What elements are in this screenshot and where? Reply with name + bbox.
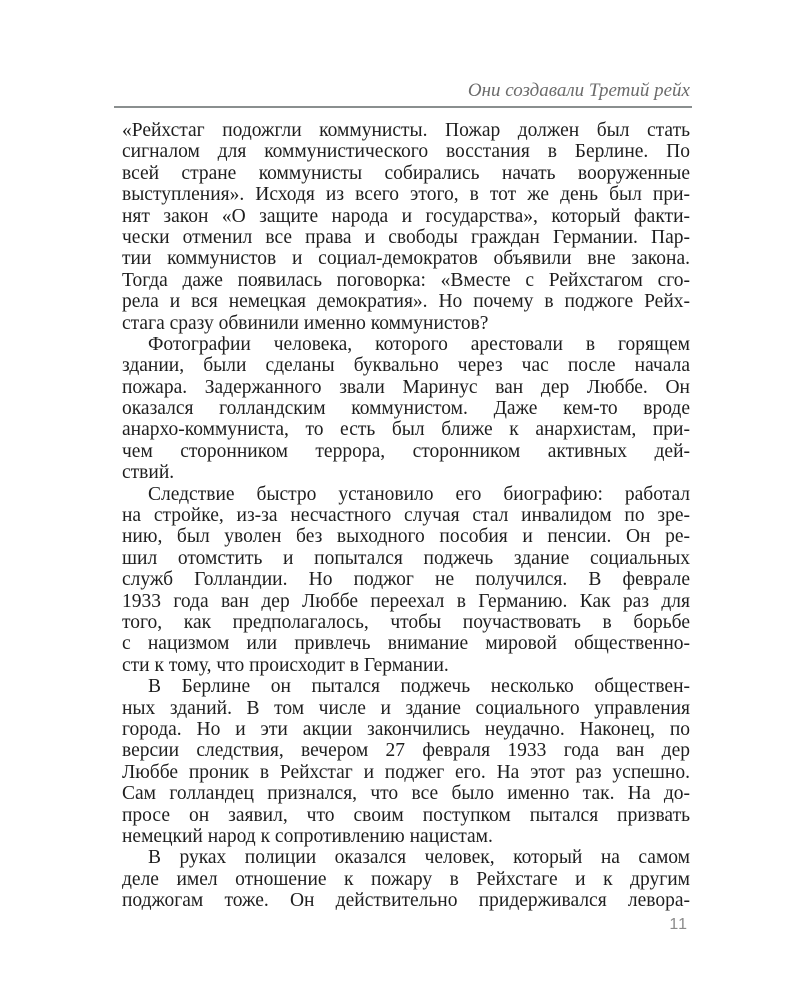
text-line: ных зданий. В том числе и здание социального управления bbox=[122, 697, 690, 719]
text-line: Следствие быстро установило его биографию: работал bbox=[148, 483, 690, 505]
text-line: выступления». Исходя из всего этого, в тот же день был при- bbox=[122, 184, 690, 206]
text-line: сигналом для коммунистического восстания в Берлине. По bbox=[122, 141, 690, 163]
text-line: с нацизмом или привлечь внимание мировой общественно- bbox=[122, 633, 690, 655]
text-line: В Берлине он пытался поджечь несколько обществен- bbox=[148, 676, 690, 698]
text-line: рела и вся немецкая демократия». Но почему в поджоге Рейх- bbox=[122, 291, 690, 313]
text-line: пожара. Задержанного звали Маринус ван дер Люббе. Он bbox=[122, 376, 690, 398]
text-line: оказался голландским коммунистом. Даже кем-то вроде bbox=[122, 398, 690, 420]
paragraph bbox=[122, 484, 690, 677]
text-line: немецкий народ к сопротивлению нацистам. bbox=[122, 825, 493, 847]
text-line: Фотографии человека, которого арестовали в горящем bbox=[148, 333, 690, 355]
text-line: деле имел отношение к пожару в Рейхстаге и к другим bbox=[122, 868, 690, 890]
text-line: анархо-коммуниста, то есть был ближе к анархистам, при- bbox=[122, 419, 690, 441]
text-line: Люббе проник в Рейхстаг и поджег его. На этот раз успешно. bbox=[122, 761, 690, 783]
paragraph bbox=[122, 847, 690, 911]
running-head: Они создавали Третий рейх bbox=[467, 80, 690, 101]
text-line: чески отменил все права и свободы граждан Германии. Пар- bbox=[122, 226, 690, 248]
text-line: города. Но и эти акции закончились неудачно. Наконец, по bbox=[122, 718, 690, 740]
text-line: ствий. bbox=[122, 462, 175, 484]
text-line: того, как предполагалось, чтобы поучаствовать в борьбе bbox=[122, 611, 690, 633]
paragraph bbox=[122, 334, 690, 484]
text-line: шил отомстить и попытался поджечь здание социальных bbox=[122, 547, 690, 569]
page-number: 11 bbox=[669, 916, 688, 933]
text-line: тии коммунистов и социал-демократов объявили вне закона. bbox=[122, 248, 690, 270]
body-text bbox=[122, 120, 690, 911]
text-line: стага сразу обвинили именно коммунистов? bbox=[122, 312, 489, 334]
text-line: «Рейхстаг подожгли коммунисты. Пожар должен был стать bbox=[122, 120, 690, 141]
text-line: поджогам тоже. Он действительно придерживался левора- bbox=[122, 890, 690, 912]
text-line: нят закон «О защите народа и государства», который факти- bbox=[122, 205, 690, 227]
text-line: чем сторонником террора, сторонником активных дей- bbox=[122, 440, 690, 462]
text-line: 1933 года ван дер Люббе переехал в Германию. Как раз для bbox=[122, 590, 690, 612]
text-line: всей стране коммунисты собирались начать вооруженные bbox=[122, 162, 690, 184]
text-line: Сам голландец признался, что все было именно так. На до- bbox=[122, 783, 690, 805]
paragraph bbox=[122, 676, 690, 847]
text-line: нию, был уволен без выходного пособия и пенсии. Он ре- bbox=[122, 526, 690, 548]
text-line: здании, были сделаны буквально через час после начала bbox=[122, 355, 690, 377]
text-line: просе он заявил, что своим поступком пытался призвать bbox=[122, 804, 690, 826]
text-line: В руках полиции оказался человек, который на самом bbox=[148, 847, 690, 869]
text-line: версии следствия, вечером 27 февраля 1933 года ван дер bbox=[122, 740, 690, 762]
text-line: сти к тому, что происходит в Германии. bbox=[122, 654, 449, 676]
header-rule bbox=[114, 106, 692, 108]
text-line: на стройке, из-за несчастного случая стал инвалидом по зре- bbox=[122, 505, 690, 527]
paragraph bbox=[122, 120, 690, 334]
text-line: служб Голландии. Но поджог не получился. В феврале bbox=[122, 569, 690, 591]
text-line: Тогда даже появилась поговорка: «Вместе с Рейхстагом сго- bbox=[122, 269, 690, 291]
